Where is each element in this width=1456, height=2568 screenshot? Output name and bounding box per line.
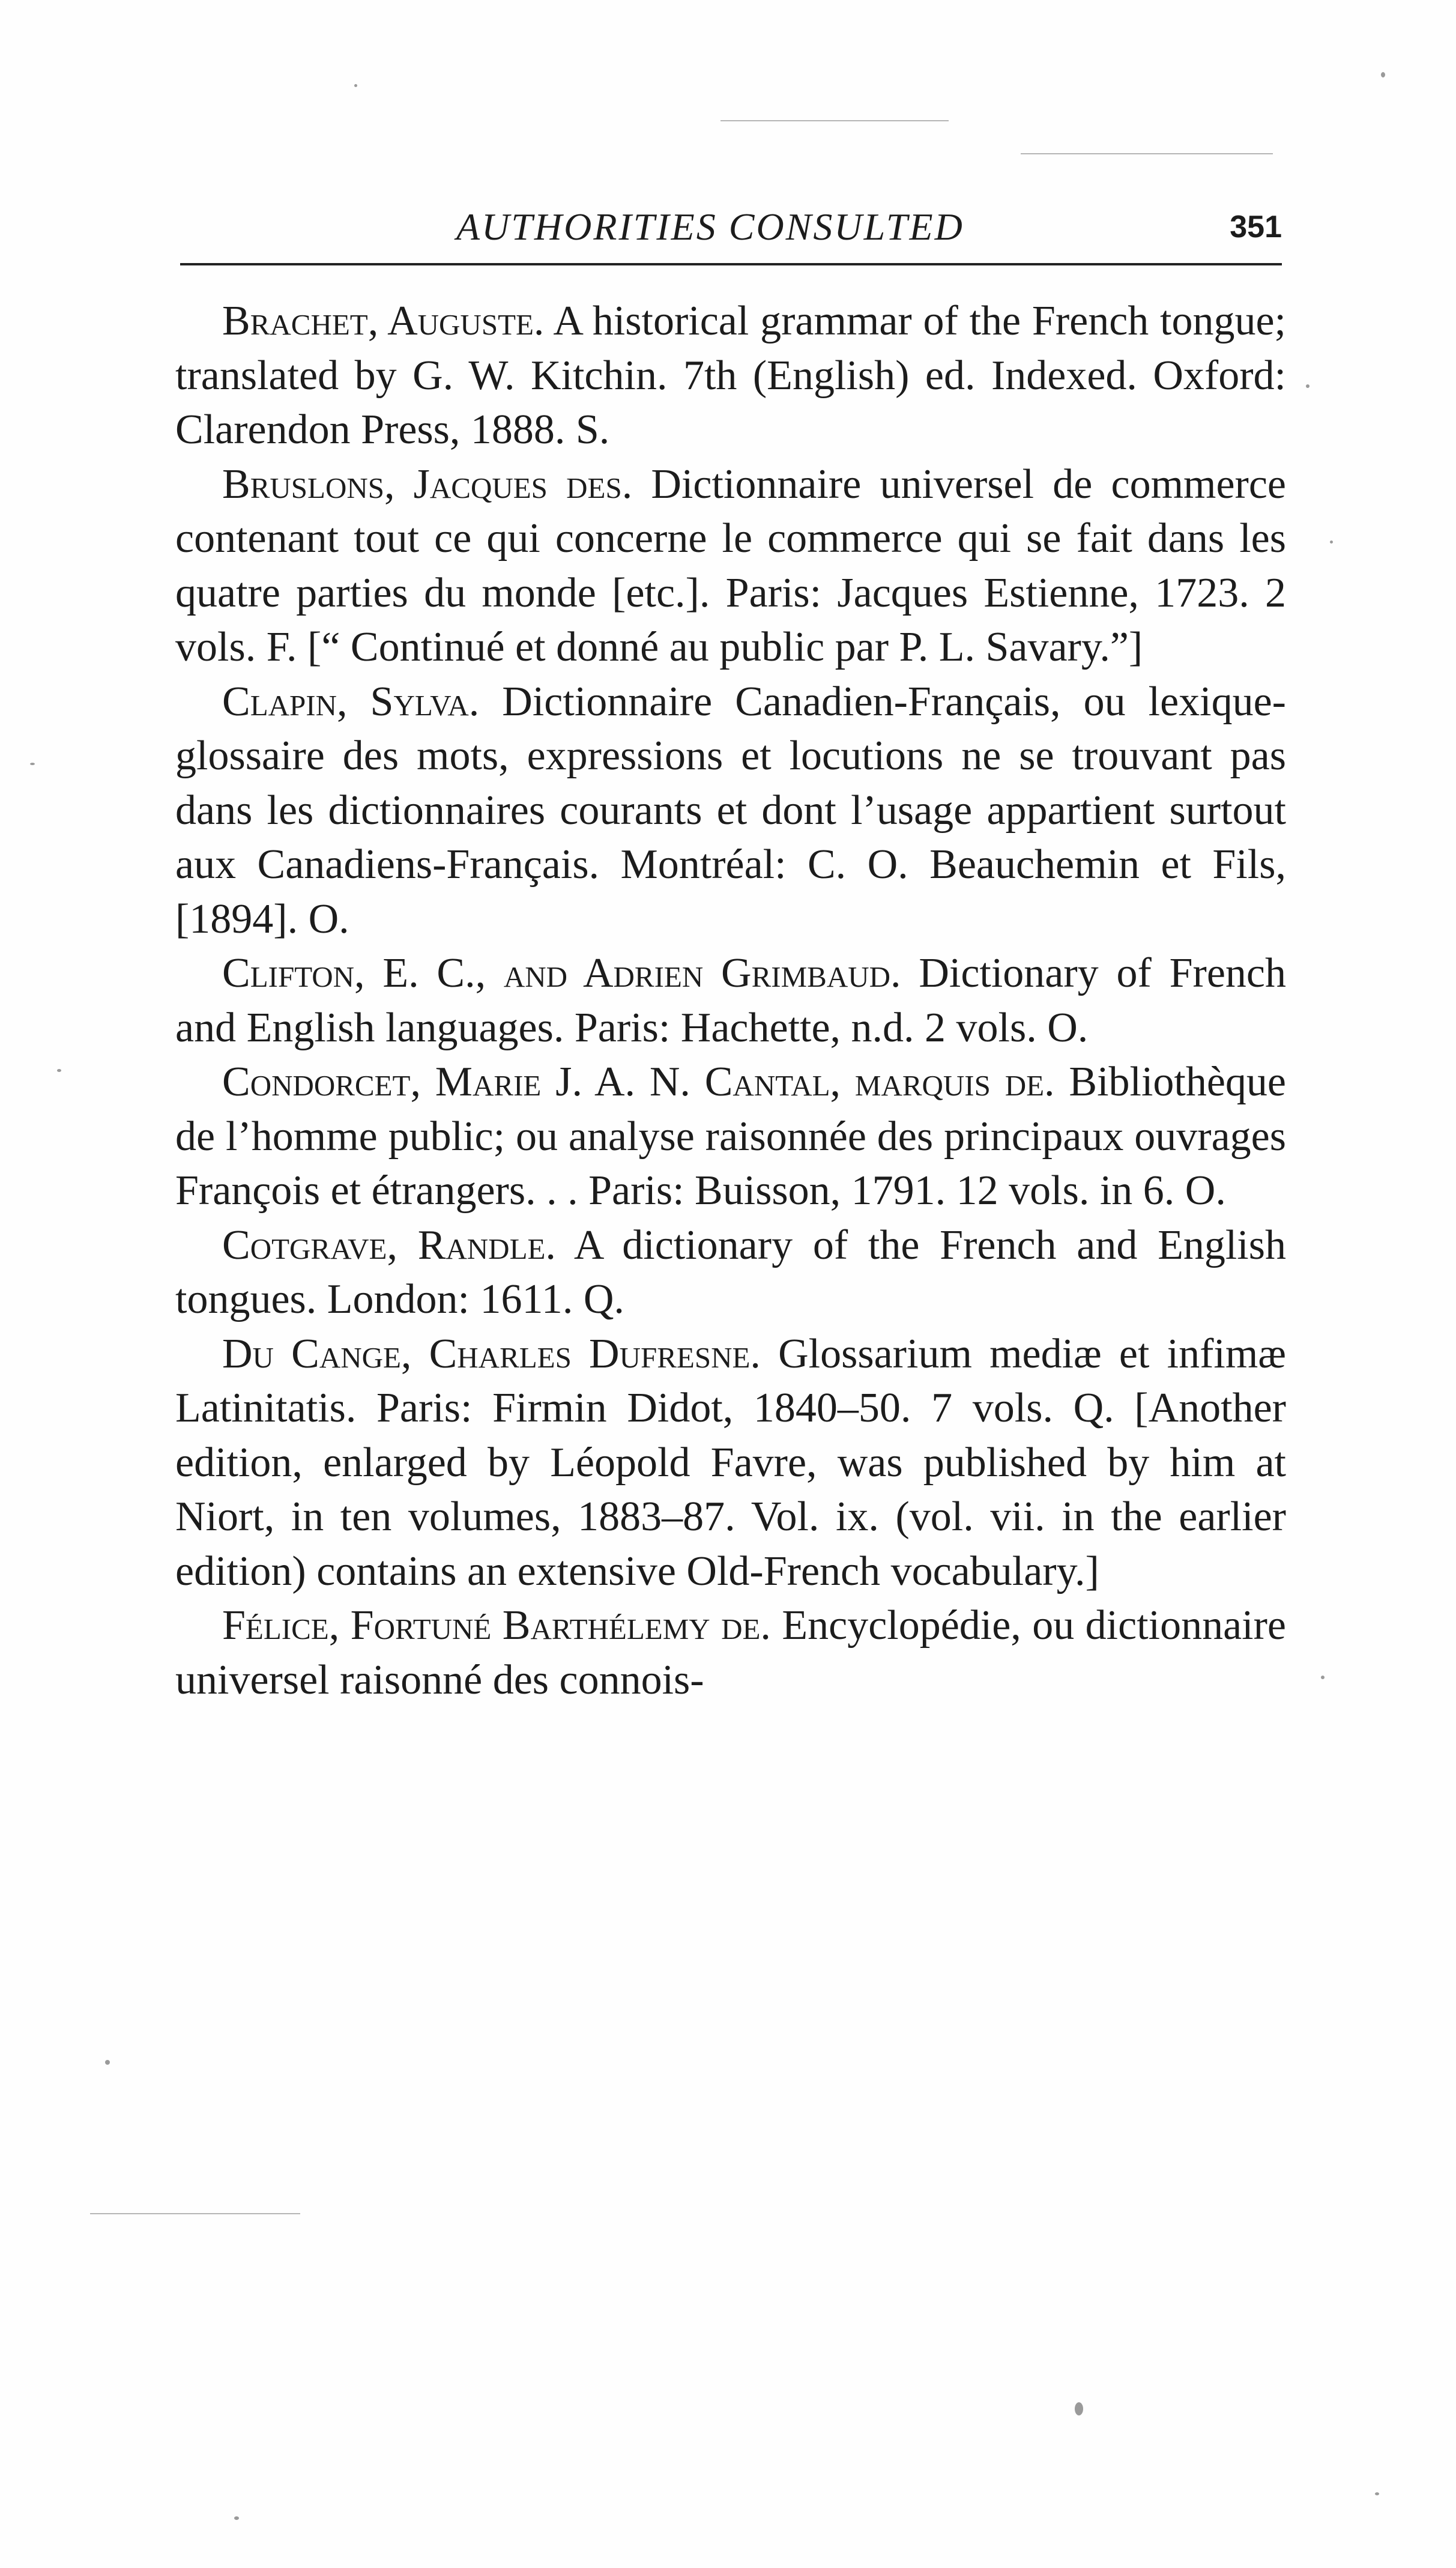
entry-text: A historical grammar of the French tongue; translated by G. W. Kitchin. 7th (English) ed. Indexed. Oxford: Clarendon Press, 1888. S. (175, 298, 1287, 453)
bibliography-entry-felice (175, 1599, 1286, 1707)
bibliography-entry-clapin (175, 675, 1286, 947)
bibliography-entry-du-cange (175, 1327, 1286, 1599)
entry-author: Cotgrave, Randle. (222, 1222, 556, 1268)
bibliography-entry-condorcet (175, 1055, 1286, 1219)
bibliography-entry-brachet (175, 294, 1286, 458)
paper-speck (1330, 541, 1333, 544)
paper-speck (57, 1069, 61, 1072)
paper-scratch (720, 120, 949, 121)
running-head (180, 203, 1282, 263)
entry-author: Clapin, Sylva. (222, 678, 480, 725)
paper-speck (1321, 1676, 1325, 1679)
entry-text: Dictionnaire Canadien-Français, ou lexique-glossaire des mots, expressions et locutions ne se trouvant pas dans les dictionnaires courants et dont l’usage appartient surtout aux Canadiens-Français. Montréal: C. O. Beauchemin et Fils, [1894]. O. (175, 678, 1286, 942)
entry-text: Bibliothèque de l’homme public; ou analyse raisonnée des principaux ouvrages François et étrangers. . . Paris: Buisson, 1791. 12 vols. in 6. O. (175, 1059, 1286, 1214)
header-rule (180, 263, 1282, 265)
entry-text: Dictionary of French and English languages. Paris: Hachette, n.d. 2 vols. O. (175, 950, 1286, 1051)
page-number: 351 (1230, 210, 1282, 244)
entry-text: Glossarium mediæ et infimæ Latinitatis. Paris: Firmin Didot, 1840–50. 7 vols. Q. [Another edition, enlarged by Léopold Favre, was published by him at Niort, in ten volumes, 1883–87. Vol. ix. (vol. vii. in the earlier edition) contains an extensive Old-French vocabulary.] (175, 1330, 1286, 1594)
paper-scratch (1021, 153, 1273, 154)
bibliography-entry-bruslons (175, 458, 1286, 675)
entry-text: Dictionnaire universel de commerce contenant tout ce qui concerne le commerce qui se fait dans les quatre parties du monde [etc.]. Paris: Jacques Estienne, 1723. 2 vols. F. [“ Continué et donné au public par P. L. Savary.”] (175, 461, 1286, 670)
entry-text: A dictionary of the French and English tongues. London: 1611. Q. (175, 1222, 1286, 1322)
paper-speck (1075, 2402, 1083, 2415)
paper-speck (354, 84, 357, 87)
entry-author: Bruslons, Jacques des. (222, 461, 633, 507)
bibliography-entry-clifton (175, 946, 1286, 1055)
paper-speck (105, 2060, 110, 2065)
entry-text: Encyclopédie, ou dictionnaire universel raisonné des connois- (175, 1602, 1286, 1703)
entry-author: Du Cange, Charles Dufresne. (222, 1330, 761, 1377)
paper-speck (1306, 384, 1309, 388)
entry-author: Clifton, E. C., and Adrien Grimbaud. (222, 950, 901, 996)
paper-speck (1381, 72, 1385, 77)
entry-author: Condorcet, Marie J. A. N. Cantal, marquis de. (222, 1059, 1055, 1105)
bibliography-entry-cotgrave (175, 1219, 1286, 1327)
paper-speck (30, 763, 35, 765)
bibliography-list (175, 294, 1286, 1707)
paper-speck (234, 2516, 239, 2520)
paper-scratch (90, 2213, 300, 2214)
running-title: AUTHORITIES CONSULTED (456, 205, 964, 248)
paper-speck (1375, 2492, 1379, 2495)
entry-author: Félice, Fortuné Barthélemy de. (222, 1602, 771, 1649)
entry-author: Brachet, Auguste. (222, 298, 545, 344)
